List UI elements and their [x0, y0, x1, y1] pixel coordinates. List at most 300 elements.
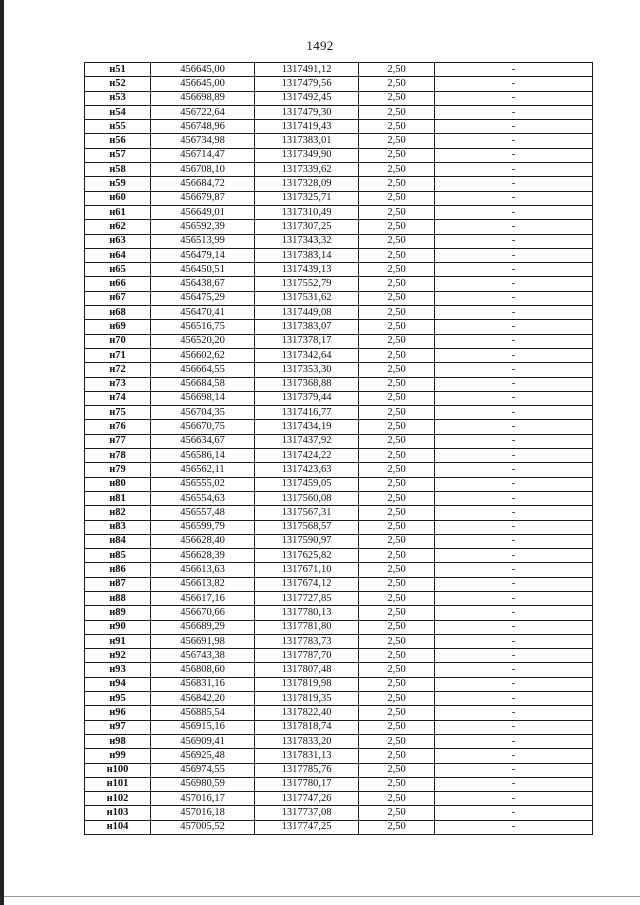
table-row — [85, 320, 593, 334]
note-cell: - — [435, 706, 593, 720]
note-cell: - — [435, 463, 593, 477]
y-coordinate-cell: 1317368,88 — [255, 377, 359, 391]
table-row — [85, 777, 593, 791]
note-cell: - — [435, 563, 593, 577]
point-id-cell: н103 — [85, 806, 151, 820]
coordinates-table — [84, 62, 593, 835]
y-coordinate-cell: 1317353,30 — [255, 363, 359, 377]
y-coordinate-cell: 1317439,13 — [255, 263, 359, 277]
table-row — [85, 434, 593, 448]
point-id-cell: н70 — [85, 334, 151, 348]
table-row — [85, 406, 593, 420]
point-id-cell: н55 — [85, 120, 151, 134]
x-coordinate-cell: 456704,35 — [151, 406, 255, 420]
accuracy-cell: 2,50 — [359, 706, 435, 720]
note-cell: - — [435, 363, 593, 377]
y-coordinate-cell: 1317625,82 — [255, 549, 359, 563]
note-cell: - — [435, 63, 593, 77]
note-cell: - — [435, 677, 593, 691]
y-coordinate-cell: 1317831,13 — [255, 749, 359, 763]
accuracy-cell: 2,50 — [359, 720, 435, 734]
accuracy-cell: 2,50 — [359, 663, 435, 677]
y-coordinate-cell: 1317818,74 — [255, 720, 359, 734]
accuracy-cell: 2,50 — [359, 420, 435, 434]
accuracy-cell: 2,50 — [359, 105, 435, 119]
x-coordinate-cell: 456722,64 — [151, 105, 255, 119]
table-row — [85, 591, 593, 605]
accuracy-cell: 2,50 — [359, 649, 435, 663]
scan-edge — [0, 0, 4, 905]
x-coordinate-cell: 456743,38 — [151, 649, 255, 663]
accuracy-cell: 2,50 — [359, 163, 435, 177]
point-id-cell: н92 — [85, 649, 151, 663]
y-coordinate-cell: 1317378,17 — [255, 334, 359, 348]
y-coordinate-cell: 1317819,35 — [255, 692, 359, 706]
note-cell: - — [435, 734, 593, 748]
x-coordinate-cell: 456684,72 — [151, 177, 255, 191]
note-cell: - — [435, 77, 593, 91]
x-coordinate-cell: 456513,99 — [151, 234, 255, 248]
point-id-cell: н99 — [85, 749, 151, 763]
accuracy-cell: 2,50 — [359, 449, 435, 463]
table-row — [85, 134, 593, 148]
note-cell: - — [435, 449, 593, 463]
accuracy-cell: 2,50 — [359, 291, 435, 305]
x-coordinate-cell: 456554,63 — [151, 491, 255, 505]
x-coordinate-cell: 456808,60 — [151, 663, 255, 677]
accuracy-cell: 2,50 — [359, 148, 435, 162]
x-coordinate-cell: 456708,10 — [151, 163, 255, 177]
y-coordinate-cell: 1317479,56 — [255, 77, 359, 91]
table-row — [85, 734, 593, 748]
y-coordinate-cell: 1317747,25 — [255, 820, 359, 834]
y-coordinate-cell: 1317781,80 — [255, 620, 359, 634]
x-coordinate-cell: 456438,67 — [151, 277, 255, 291]
accuracy-cell: 2,50 — [359, 506, 435, 520]
accuracy-cell: 2,50 — [359, 348, 435, 362]
y-coordinate-cell: 1317737,08 — [255, 806, 359, 820]
accuracy-cell: 2,50 — [359, 820, 435, 834]
accuracy-cell: 2,50 — [359, 763, 435, 777]
x-coordinate-cell: 456562,11 — [151, 463, 255, 477]
table-row — [85, 634, 593, 648]
x-coordinate-cell: 456613,63 — [151, 563, 255, 577]
note-cell: - — [435, 420, 593, 434]
accuracy-cell: 2,50 — [359, 277, 435, 291]
point-id-cell: н100 — [85, 763, 151, 777]
accuracy-cell: 2,50 — [359, 777, 435, 791]
table-row — [85, 706, 593, 720]
accuracy-cell: 2,50 — [359, 334, 435, 348]
point-id-cell: н96 — [85, 706, 151, 720]
accuracy-cell: 2,50 — [359, 563, 435, 577]
note-cell: - — [435, 477, 593, 491]
table-row — [85, 677, 593, 691]
x-coordinate-cell: 456645,00 — [151, 63, 255, 77]
note-cell: - — [435, 820, 593, 834]
table-row — [85, 506, 593, 520]
table-row — [85, 620, 593, 634]
point-id-cell: н66 — [85, 277, 151, 291]
table-row — [85, 377, 593, 391]
note-cell: - — [435, 806, 593, 820]
note-cell: - — [435, 434, 593, 448]
table-row — [85, 363, 593, 377]
note-cell: - — [435, 649, 593, 663]
table-row — [85, 820, 593, 834]
y-coordinate-cell: 1317819,98 — [255, 677, 359, 691]
note-cell: - — [435, 534, 593, 548]
y-coordinate-cell: 1317343,32 — [255, 234, 359, 248]
note-cell: - — [435, 348, 593, 362]
accuracy-cell: 2,50 — [359, 477, 435, 491]
table-row — [85, 177, 593, 191]
x-coordinate-cell: 456689,29 — [151, 620, 255, 634]
accuracy-cell: 2,50 — [359, 248, 435, 262]
point-id-cell: н57 — [85, 148, 151, 162]
point-id-cell: н88 — [85, 591, 151, 605]
table-row — [85, 549, 593, 563]
note-cell: - — [435, 520, 593, 534]
point-id-cell: н95 — [85, 692, 151, 706]
x-coordinate-cell: 456974,55 — [151, 763, 255, 777]
x-coordinate-cell: 456557,48 — [151, 506, 255, 520]
note-cell: - — [435, 277, 593, 291]
y-coordinate-cell: 1317747,26 — [255, 792, 359, 806]
table-row — [85, 449, 593, 463]
accuracy-cell: 2,50 — [359, 491, 435, 505]
note-cell: - — [435, 606, 593, 620]
y-coordinate-cell: 1317787,70 — [255, 649, 359, 663]
accuracy-cell: 2,50 — [359, 606, 435, 620]
accuracy-cell: 2,50 — [359, 205, 435, 219]
note-cell: - — [435, 577, 593, 591]
accuracy-cell: 2,50 — [359, 792, 435, 806]
table-row — [85, 148, 593, 162]
table-row — [85, 763, 593, 777]
y-coordinate-cell: 1317671,10 — [255, 563, 359, 577]
accuracy-cell: 2,50 — [359, 577, 435, 591]
x-coordinate-cell: 456691,98 — [151, 634, 255, 648]
accuracy-cell: 2,50 — [359, 63, 435, 77]
y-coordinate-cell: 1317780,17 — [255, 777, 359, 791]
note-cell: - — [435, 692, 593, 706]
x-coordinate-cell: 457016,18 — [151, 806, 255, 820]
point-id-cell: н69 — [85, 320, 151, 334]
table-row — [85, 520, 593, 534]
y-coordinate-cell: 1317531,62 — [255, 291, 359, 305]
y-coordinate-cell: 1317727,85 — [255, 591, 359, 605]
x-coordinate-cell: 456555,02 — [151, 477, 255, 491]
x-coordinate-cell: 456516,75 — [151, 320, 255, 334]
point-id-cell: н94 — [85, 677, 151, 691]
x-coordinate-cell: 456475,29 — [151, 291, 255, 305]
note-cell: - — [435, 777, 593, 791]
point-id-cell: н72 — [85, 363, 151, 377]
coordinates-table-body — [85, 63, 593, 835]
x-coordinate-cell: 456628,39 — [151, 549, 255, 563]
point-id-cell: н77 — [85, 434, 151, 448]
accuracy-cell: 2,50 — [359, 534, 435, 548]
y-coordinate-cell: 1317434,19 — [255, 420, 359, 434]
note-cell: - — [435, 306, 593, 320]
y-coordinate-cell: 1317383,07 — [255, 320, 359, 334]
point-id-cell: н83 — [85, 520, 151, 534]
note-cell: - — [435, 205, 593, 219]
table-row — [85, 191, 593, 205]
x-coordinate-cell: 456831,16 — [151, 677, 255, 691]
x-coordinate-cell: 456670,75 — [151, 420, 255, 434]
table-row — [85, 63, 593, 77]
note-cell: - — [435, 620, 593, 634]
accuracy-cell: 2,50 — [359, 734, 435, 748]
y-coordinate-cell: 1317328,09 — [255, 177, 359, 191]
point-id-cell: н68 — [85, 306, 151, 320]
accuracy-cell: 2,50 — [359, 549, 435, 563]
accuracy-cell: 2,50 — [359, 177, 435, 191]
x-coordinate-cell: 456645,00 — [151, 77, 255, 91]
table-row — [85, 534, 593, 548]
x-coordinate-cell: 456698,14 — [151, 391, 255, 405]
y-coordinate-cell: 1317552,79 — [255, 277, 359, 291]
y-coordinate-cell: 1317833,20 — [255, 734, 359, 748]
x-coordinate-cell: 456842,20 — [151, 692, 255, 706]
point-id-cell: н74 — [85, 391, 151, 405]
note-cell: - — [435, 234, 593, 248]
accuracy-cell: 2,50 — [359, 263, 435, 277]
point-id-cell: н102 — [85, 792, 151, 806]
x-coordinate-cell: 456586,14 — [151, 449, 255, 463]
table-row — [85, 163, 593, 177]
table-row — [85, 334, 593, 348]
page-number: 1492 — [306, 38, 334, 53]
accuracy-cell: 2,50 — [359, 120, 435, 134]
accuracy-cell: 2,50 — [359, 377, 435, 391]
x-coordinate-cell: 456664,55 — [151, 363, 255, 377]
note-cell: - — [435, 663, 593, 677]
y-coordinate-cell: 1317383,14 — [255, 248, 359, 262]
note-cell: - — [435, 220, 593, 234]
x-coordinate-cell: 457005,52 — [151, 820, 255, 834]
note-cell: - — [435, 320, 593, 334]
point-id-cell: н82 — [85, 506, 151, 520]
point-id-cell: н65 — [85, 263, 151, 277]
note-cell: - — [435, 491, 593, 505]
y-coordinate-cell: 1317783,73 — [255, 634, 359, 648]
note-cell: - — [435, 248, 593, 262]
y-coordinate-cell: 1317342,64 — [255, 348, 359, 362]
y-coordinate-cell: 1317416,77 — [255, 406, 359, 420]
table-row — [85, 120, 593, 134]
accuracy-cell: 2,50 — [359, 391, 435, 405]
table-row — [85, 220, 593, 234]
table-row — [85, 577, 593, 591]
accuracy-cell: 2,50 — [359, 620, 435, 634]
y-coordinate-cell: 1317437,92 — [255, 434, 359, 448]
x-coordinate-cell: 456649,01 — [151, 205, 255, 219]
accuracy-cell: 2,50 — [359, 191, 435, 205]
y-coordinate-cell: 1317807,48 — [255, 663, 359, 677]
table-row — [85, 391, 593, 405]
x-coordinate-cell: 457016,17 — [151, 792, 255, 806]
table-row — [85, 248, 593, 262]
accuracy-cell: 2,50 — [359, 363, 435, 377]
table-row — [85, 663, 593, 677]
y-coordinate-cell: 1317491,12 — [255, 63, 359, 77]
y-coordinate-cell: 1317383,01 — [255, 134, 359, 148]
y-coordinate-cell: 1317822,40 — [255, 706, 359, 720]
point-id-cell: н86 — [85, 563, 151, 577]
table-row — [85, 606, 593, 620]
note-cell: - — [435, 134, 593, 148]
accuracy-cell: 2,50 — [359, 591, 435, 605]
point-id-cell: н80 — [85, 477, 151, 491]
x-coordinate-cell: 456925,48 — [151, 749, 255, 763]
note-cell: - — [435, 377, 593, 391]
point-id-cell: н71 — [85, 348, 151, 362]
accuracy-cell: 2,50 — [359, 220, 435, 234]
point-id-cell: н59 — [85, 177, 151, 191]
x-coordinate-cell: 456679,87 — [151, 191, 255, 205]
point-id-cell: н53 — [85, 91, 151, 105]
accuracy-cell: 2,50 — [359, 520, 435, 534]
x-coordinate-cell: 456915,16 — [151, 720, 255, 734]
x-coordinate-cell: 456628,40 — [151, 534, 255, 548]
x-coordinate-cell: 456714,47 — [151, 148, 255, 162]
y-coordinate-cell: 1317560,08 — [255, 491, 359, 505]
y-coordinate-cell: 1317459,05 — [255, 477, 359, 491]
note-cell: - — [435, 591, 593, 605]
table-row — [85, 792, 593, 806]
y-coordinate-cell: 1317349,90 — [255, 148, 359, 162]
accuracy-cell: 2,50 — [359, 406, 435, 420]
note-cell: - — [435, 105, 593, 119]
point-id-cell: н93 — [85, 663, 151, 677]
point-id-cell: н51 — [85, 63, 151, 77]
table-row — [85, 306, 593, 320]
x-coordinate-cell: 456885,54 — [151, 706, 255, 720]
point-id-cell: н91 — [85, 634, 151, 648]
table-row — [85, 563, 593, 577]
x-coordinate-cell: 456617,16 — [151, 591, 255, 605]
table-row — [85, 263, 593, 277]
note-cell: - — [435, 148, 593, 162]
accuracy-cell: 2,50 — [359, 77, 435, 91]
point-id-cell: н54 — [85, 105, 151, 119]
point-id-cell: н101 — [85, 777, 151, 791]
accuracy-cell: 2,50 — [359, 749, 435, 763]
y-coordinate-cell: 1317568,57 — [255, 520, 359, 534]
table-row — [85, 234, 593, 248]
point-id-cell: н84 — [85, 534, 151, 548]
point-id-cell: н79 — [85, 463, 151, 477]
x-coordinate-cell: 456980,59 — [151, 777, 255, 791]
note-cell: - — [435, 163, 593, 177]
x-coordinate-cell: 456748,96 — [151, 120, 255, 134]
point-id-cell: н61 — [85, 205, 151, 219]
y-coordinate-cell: 1317674,12 — [255, 577, 359, 591]
x-coordinate-cell: 456470,41 — [151, 306, 255, 320]
point-id-cell: н104 — [85, 820, 151, 834]
table-row — [85, 749, 593, 763]
x-coordinate-cell: 456670,66 — [151, 606, 255, 620]
x-coordinate-cell: 456634,67 — [151, 434, 255, 448]
accuracy-cell: 2,50 — [359, 134, 435, 148]
point-id-cell: н89 — [85, 606, 151, 620]
note-cell: - — [435, 391, 593, 405]
point-id-cell: н56 — [85, 134, 151, 148]
note-cell: - — [435, 720, 593, 734]
accuracy-cell: 2,50 — [359, 806, 435, 820]
y-coordinate-cell: 1317419,43 — [255, 120, 359, 134]
table-row — [85, 491, 593, 505]
note-cell: - — [435, 334, 593, 348]
x-coordinate-cell: 456602,62 — [151, 348, 255, 362]
y-coordinate-cell: 1317424,22 — [255, 449, 359, 463]
point-id-cell: н81 — [85, 491, 151, 505]
accuracy-cell: 2,50 — [359, 634, 435, 648]
accuracy-cell: 2,50 — [359, 677, 435, 691]
y-coordinate-cell: 1317479,30 — [255, 105, 359, 119]
x-coordinate-cell: 456684,58 — [151, 377, 255, 391]
point-id-cell: н75 — [85, 406, 151, 420]
y-coordinate-cell: 1317449,08 — [255, 306, 359, 320]
x-coordinate-cell: 456599,79 — [151, 520, 255, 534]
table-row — [85, 348, 593, 362]
note-cell: - — [435, 792, 593, 806]
point-id-cell: н87 — [85, 577, 151, 591]
point-id-cell: н64 — [85, 248, 151, 262]
note-cell: - — [435, 177, 593, 191]
table-row — [85, 91, 593, 105]
note-cell: - — [435, 406, 593, 420]
table-row — [85, 105, 593, 119]
x-coordinate-cell: 456520,20 — [151, 334, 255, 348]
note-cell: - — [435, 191, 593, 205]
page-bottom-rule — [4, 896, 640, 897]
table-row — [85, 477, 593, 491]
y-coordinate-cell: 1317785,76 — [255, 763, 359, 777]
x-coordinate-cell: 456698,89 — [151, 91, 255, 105]
accuracy-cell: 2,50 — [359, 320, 435, 334]
point-id-cell: н85 — [85, 549, 151, 563]
x-coordinate-cell: 456450,51 — [151, 263, 255, 277]
accuracy-cell: 2,50 — [359, 91, 435, 105]
y-coordinate-cell: 1317307,25 — [255, 220, 359, 234]
table-row — [85, 649, 593, 663]
table-row — [85, 277, 593, 291]
table-row — [85, 205, 593, 219]
accuracy-cell: 2,50 — [359, 463, 435, 477]
y-coordinate-cell: 1317379,44 — [255, 391, 359, 405]
point-id-cell: н60 — [85, 191, 151, 205]
x-coordinate-cell: 456592,39 — [151, 220, 255, 234]
note-cell: - — [435, 291, 593, 305]
accuracy-cell: 2,50 — [359, 234, 435, 248]
accuracy-cell: 2,50 — [359, 434, 435, 448]
point-id-cell: н52 — [85, 77, 151, 91]
point-id-cell: н73 — [85, 377, 151, 391]
table-row — [85, 291, 593, 305]
point-id-cell: н90 — [85, 620, 151, 634]
table-row — [85, 692, 593, 706]
x-coordinate-cell: 456734,98 — [151, 134, 255, 148]
table-row — [85, 77, 593, 91]
table-row — [85, 420, 593, 434]
note-cell: - — [435, 506, 593, 520]
note-cell: - — [435, 549, 593, 563]
accuracy-cell: 2,50 — [359, 306, 435, 320]
